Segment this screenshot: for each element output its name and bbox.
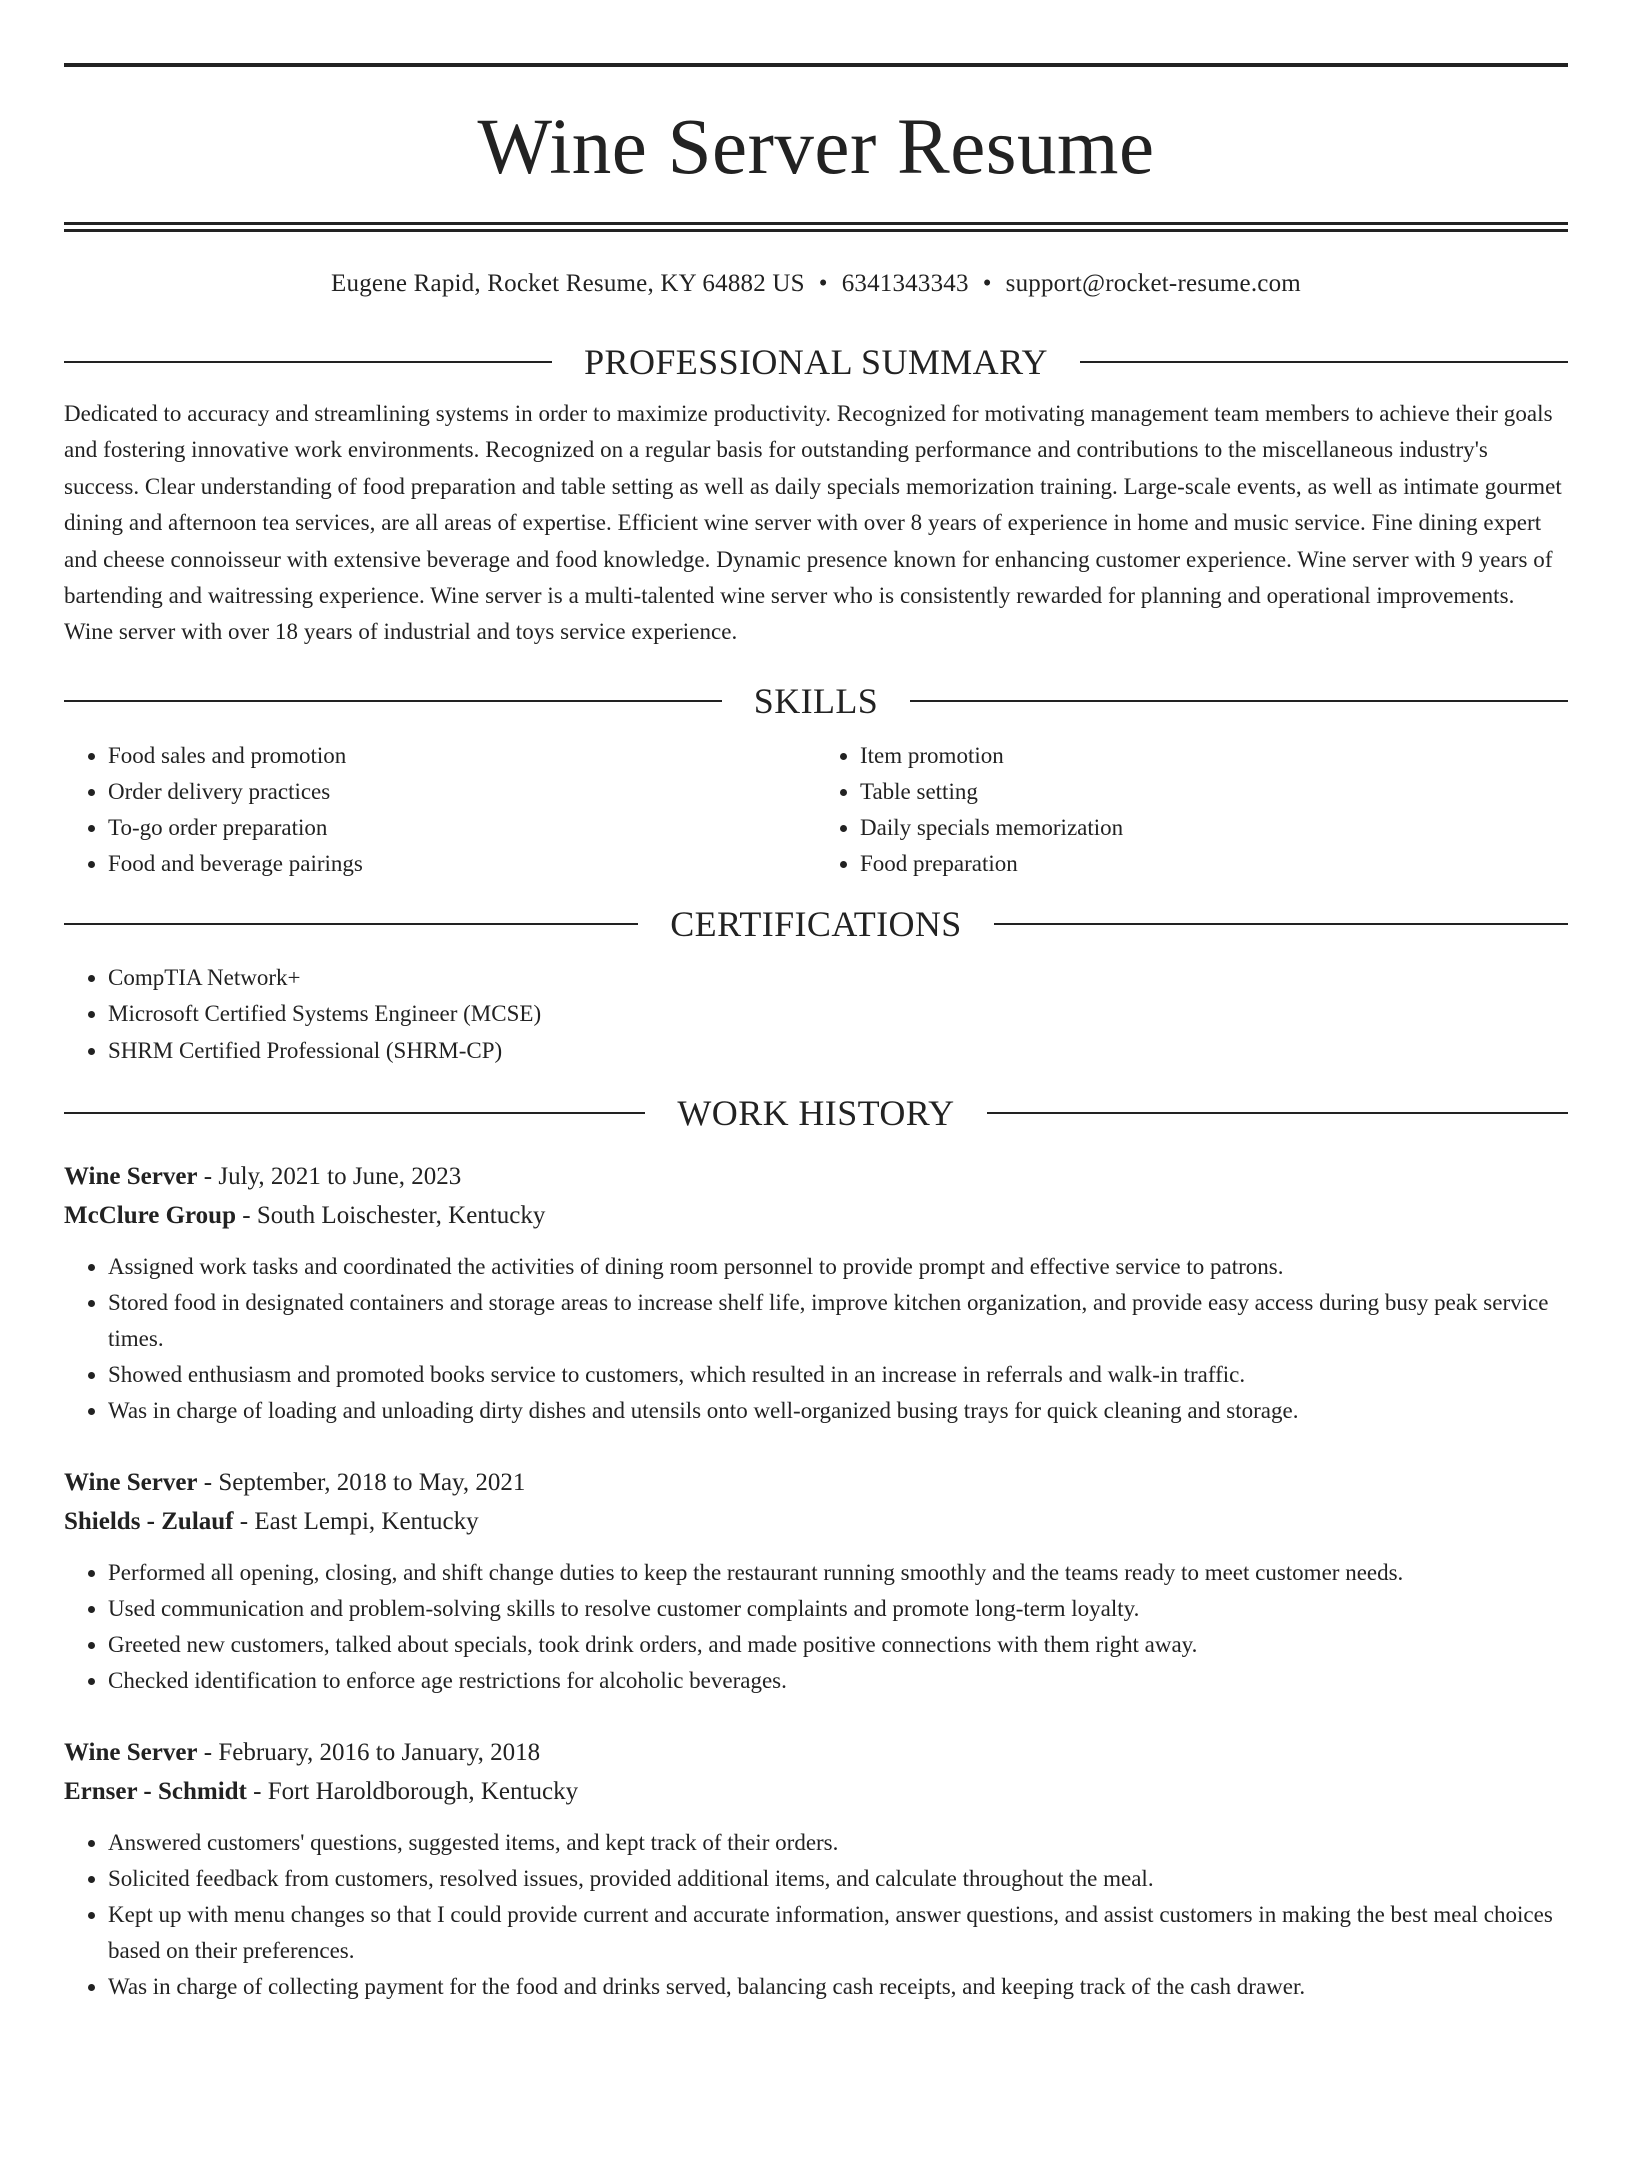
job-bullet: • Greeted new customers, talked about specials, took drink orders, and made positive connections with them right away.	[108, 1627, 1568, 1663]
job-title: Wine Server	[64, 1469, 198, 1497]
summary-section-heading	[64, 340, 1568, 384]
job-bullet: • Stored food in designated containers and storage areas to increase shelf life, improve kitchen organization, and provide easy access during busy peak service times.	[108, 1285, 1568, 1357]
job-company-line	[64, 1772, 1568, 1811]
heading-rule-left	[64, 1112, 645, 1114]
resume-page	[0, 63, 1632, 2175]
job-bullet: • Kept up with menu changes so that I could provide current and accurate information, answer questions, and assist customers in making the best meal choices based on their preferences.	[108, 1897, 1568, 1969]
job-bullet: • Performed all opening, closing, and shift change duties to keep the restaurant running smoothly and the teams ready to meet customer needs.	[108, 1555, 1568, 1591]
title-double-rule	[64, 222, 1568, 232]
job-bullet: • Was in charge of loading and unloading dirty dishes and utensils onto well-organized busing trays for quick cleaning and storage.	[108, 1393, 1568, 1429]
skill-item: • Item promotion	[860, 738, 1568, 774]
job-title-line	[64, 1157, 1568, 1196]
job-title: Wine Server	[64, 1739, 198, 1767]
skills-columns	[64, 738, 1568, 882]
job-bullet: • Assigned work tasks and coordinated the activities of dining room personnel to provide prompt and effective service to patrons.	[108, 1249, 1568, 1285]
job-company: Shields - Zulauf	[64, 1508, 234, 1536]
job-company: Ernser - Schmidt	[64, 1778, 247, 1806]
certification-item: • Microsoft Certified Systems Engineer (MCSE)	[108, 996, 1568, 1033]
certifications-list	[64, 960, 1568, 1070]
skills-section-heading	[64, 679, 1568, 723]
skills-list-left	[64, 738, 816, 882]
job-entry	[64, 1463, 1568, 1699]
contact-email: support@rocket-resume.com	[1005, 270, 1301, 297]
job-bullet: • Answered customers' questions, suggested items, and kept track of their orders.	[108, 1825, 1568, 1861]
contact-phone: 6341343343	[841, 270, 969, 297]
summary-heading-label: PROFESSIONAL SUMMARY	[584, 342, 1048, 382]
certification-item: • SHRM Certified Professional (SHRM-CP)	[108, 1033, 1568, 1070]
heading-rule-right	[910, 700, 1568, 702]
job-bullet: • Was in charge of collecting payment for the food and drinks served, balancing cash receipts, and keeping track of the cash drawer.	[108, 1969, 1568, 2005]
job-dates: - September, 2018 to May, 2021	[197, 1469, 526, 1497]
work-history-section-heading	[64, 1091, 1568, 1135]
certification-item: • CompTIA Network+	[108, 960, 1568, 997]
heading-rule-left	[64, 700, 722, 702]
job-bullets	[64, 1249, 1568, 1429]
job-company-line	[64, 1196, 1568, 1235]
resume-title: Wine Server Resume	[477, 104, 1155, 191]
skill-item: • Food preparation	[860, 846, 1568, 882]
certifications-heading-label: CERTIFICATIONS	[670, 903, 962, 944]
contact-line	[64, 268, 1568, 300]
skill-item: • Table setting	[860, 774, 1568, 810]
skill-item: • Order delivery practices	[108, 774, 816, 810]
job-dates: - July, 2021 to June, 2023	[197, 1163, 462, 1191]
contact-separator-bullet: •	[818, 270, 828, 297]
skill-item: • Food sales and promotion	[108, 738, 816, 774]
heading-rule-left	[64, 361, 552, 363]
skill-item: • Food and beverage pairings	[108, 846, 816, 882]
top-rule	[64, 63, 1568, 67]
contact-address: Eugene Rapid, Rocket Resume, KY 64882 US	[331, 270, 805, 297]
job-title-line	[64, 1463, 1568, 1502]
skills-list-right	[816, 738, 1568, 882]
job-title-line	[64, 1733, 1568, 1772]
skill-item: • To-go order preparation	[108, 810, 816, 846]
job-bullets	[64, 1825, 1568, 2005]
certifications-section-heading	[64, 902, 1568, 946]
job-bullet: • Showed enthusiasm and promoted books service to customers, which resulted in an increase in referrals and walk-in traffic.	[108, 1357, 1568, 1393]
skills-heading-label: SKILLS	[753, 680, 879, 721]
heading-rule-right	[994, 923, 1568, 925]
heading-rule-right	[1080, 361, 1568, 363]
job-entry	[64, 1733, 1568, 2005]
skill-item: • Daily specials memorization	[860, 810, 1568, 846]
job-bullets	[64, 1555, 1568, 1699]
heading-rule-left	[64, 923, 638, 925]
job-title: Wine Server	[64, 1163, 198, 1191]
work-history-heading-label: WORK HISTORY	[677, 1093, 955, 1134]
job-dates: - February, 2016 to January, 2018	[197, 1739, 541, 1767]
job-bullet: • Checked identification to enforce age restrictions for alcoholic beverages.	[108, 1663, 1568, 1699]
job-entry	[64, 1157, 1568, 1429]
contact-separator-bullet: •	[982, 270, 992, 297]
job-bullet: • Solicited feedback from customers, resolved issues, provided additional items, and calculate throughout the meal.	[108, 1861, 1568, 1897]
job-company-line	[64, 1502, 1568, 1541]
job-location: - East Lempi, Kentucky	[233, 1508, 479, 1536]
job-bullet: • Used communication and problem-solving skills to resolve customer complaints and promote long-term loyalty.	[108, 1591, 1568, 1627]
summary-text: Dedicated to accuracy and streamlining systems in order to maximize productivity. Recognized for motivating management team members to achieve their goals and fostering innovative work environments. Recognized on a regular basis for outstanding performance and contributions to the miscellaneous industry's success. Clear understanding of food preparation and table setting as well as daily specials memorization training. Large-scale events, as well as intimate gourmet dining and afternoon tea services, are all areas of expertise. Efficient wine server with over 8 years of experience in home and music service. Fine dining expert and cheese connoisseur with extensive beverage and food knowledge. Dynamic presence known for enhancing customer experience. Wine server with 9 years of bartending and waitressing experience. Wine server is a multi-talented wine server who is consistently rewarded for planning and operational improvements. Wine server with over 18 years of industrial and toys service experience.	[64, 401, 1562, 645]
heading-rule-right	[987, 1112, 1568, 1114]
job-location: - Fort Haroldborough, Kentucky	[246, 1778, 579, 1806]
job-location: - South Loischester, Kentucky	[236, 1202, 546, 1230]
job-company: McClure Group	[64, 1202, 236, 1230]
